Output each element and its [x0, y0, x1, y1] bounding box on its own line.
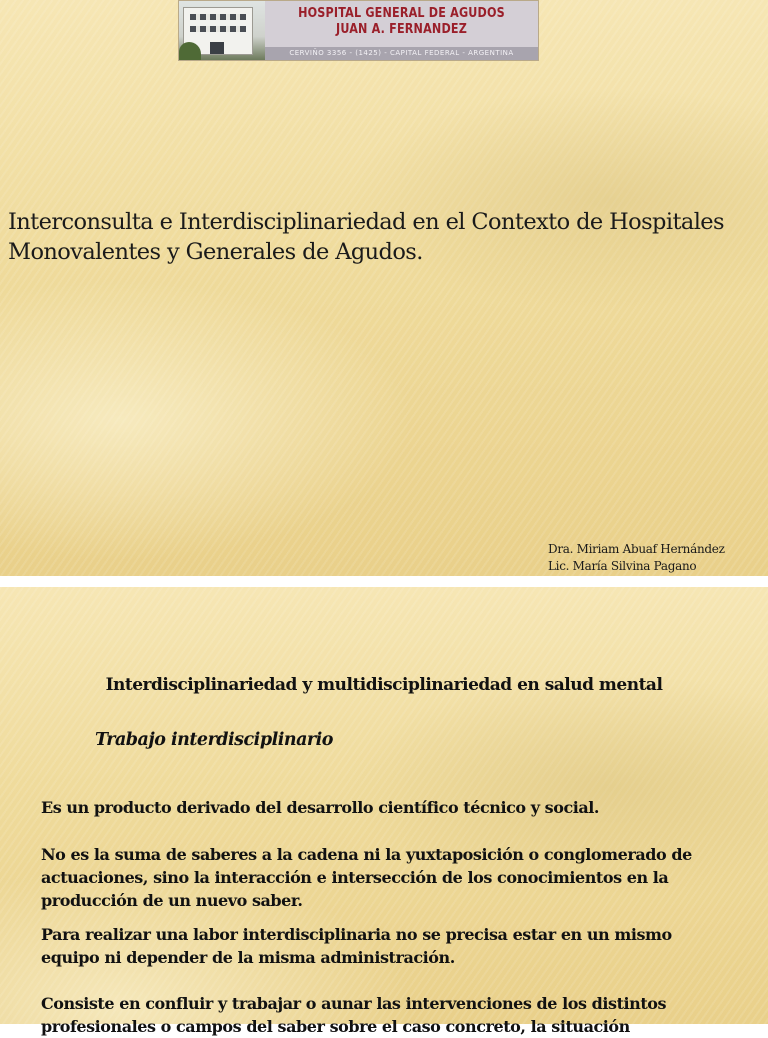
slide-separator: [0, 576, 768, 587]
hospital-building-photo: [179, 1, 265, 60]
banner-text-block: [265, 1, 538, 60]
banner-hospital-name: HOSPITAL GENERAL DE AGUDOS: [298, 6, 505, 21]
authors-block: [548, 541, 725, 575]
body-paragraph: Para realizar una labor interdisciplinaria no se precisa estar en un mismo equipo ni depender de la misma administración.: [41, 925, 672, 967]
body-paragraph: Consiste en confluir y trabajar o aunar las intervenciones de los distintos profesionales o campos del saber sobre el caso concreto, la situación: [41, 994, 667, 1036]
banner-address: CERVIÑO 3356 - (1425) - CAPITAL FEDERAL - ARGENTINA: [265, 47, 538, 60]
building-window-row: [190, 14, 246, 20]
author-name: Dra. Miriam Abuaf Hernández: [548, 542, 725, 556]
author-name: Lic. María Silvina Pagano: [548, 559, 697, 573]
slide-subheading: Trabajo interdisciplinario: [95, 730, 333, 750]
content-slide: [0, 587, 768, 1036]
body-paragraph: Es un producto derivado del desarrollo científico técnico y social.: [41, 798, 600, 817]
slide-title: Interconsulta e Interdisciplinariedad en el Contexto de Hospitales Monovalentes y Generales de Agudos.: [8, 209, 724, 265]
body-paragraph: No es la suma de saberes a la cadena ni la yuxtaposición o conglomerado de actuaciones, sino la interacción e intersección de los conocimientos en la producción de un nuevo saber.: [41, 845, 692, 910]
slide-heading: Interdisciplinariedad y multidisciplinariedad en salud mental: [105, 675, 663, 695]
building-door: [210, 42, 224, 54]
banner-hospital-subname: JUAN A. FERNANDEZ: [335, 22, 467, 37]
hospital-banner: [178, 0, 539, 61]
building-window-row: [190, 26, 246, 32]
